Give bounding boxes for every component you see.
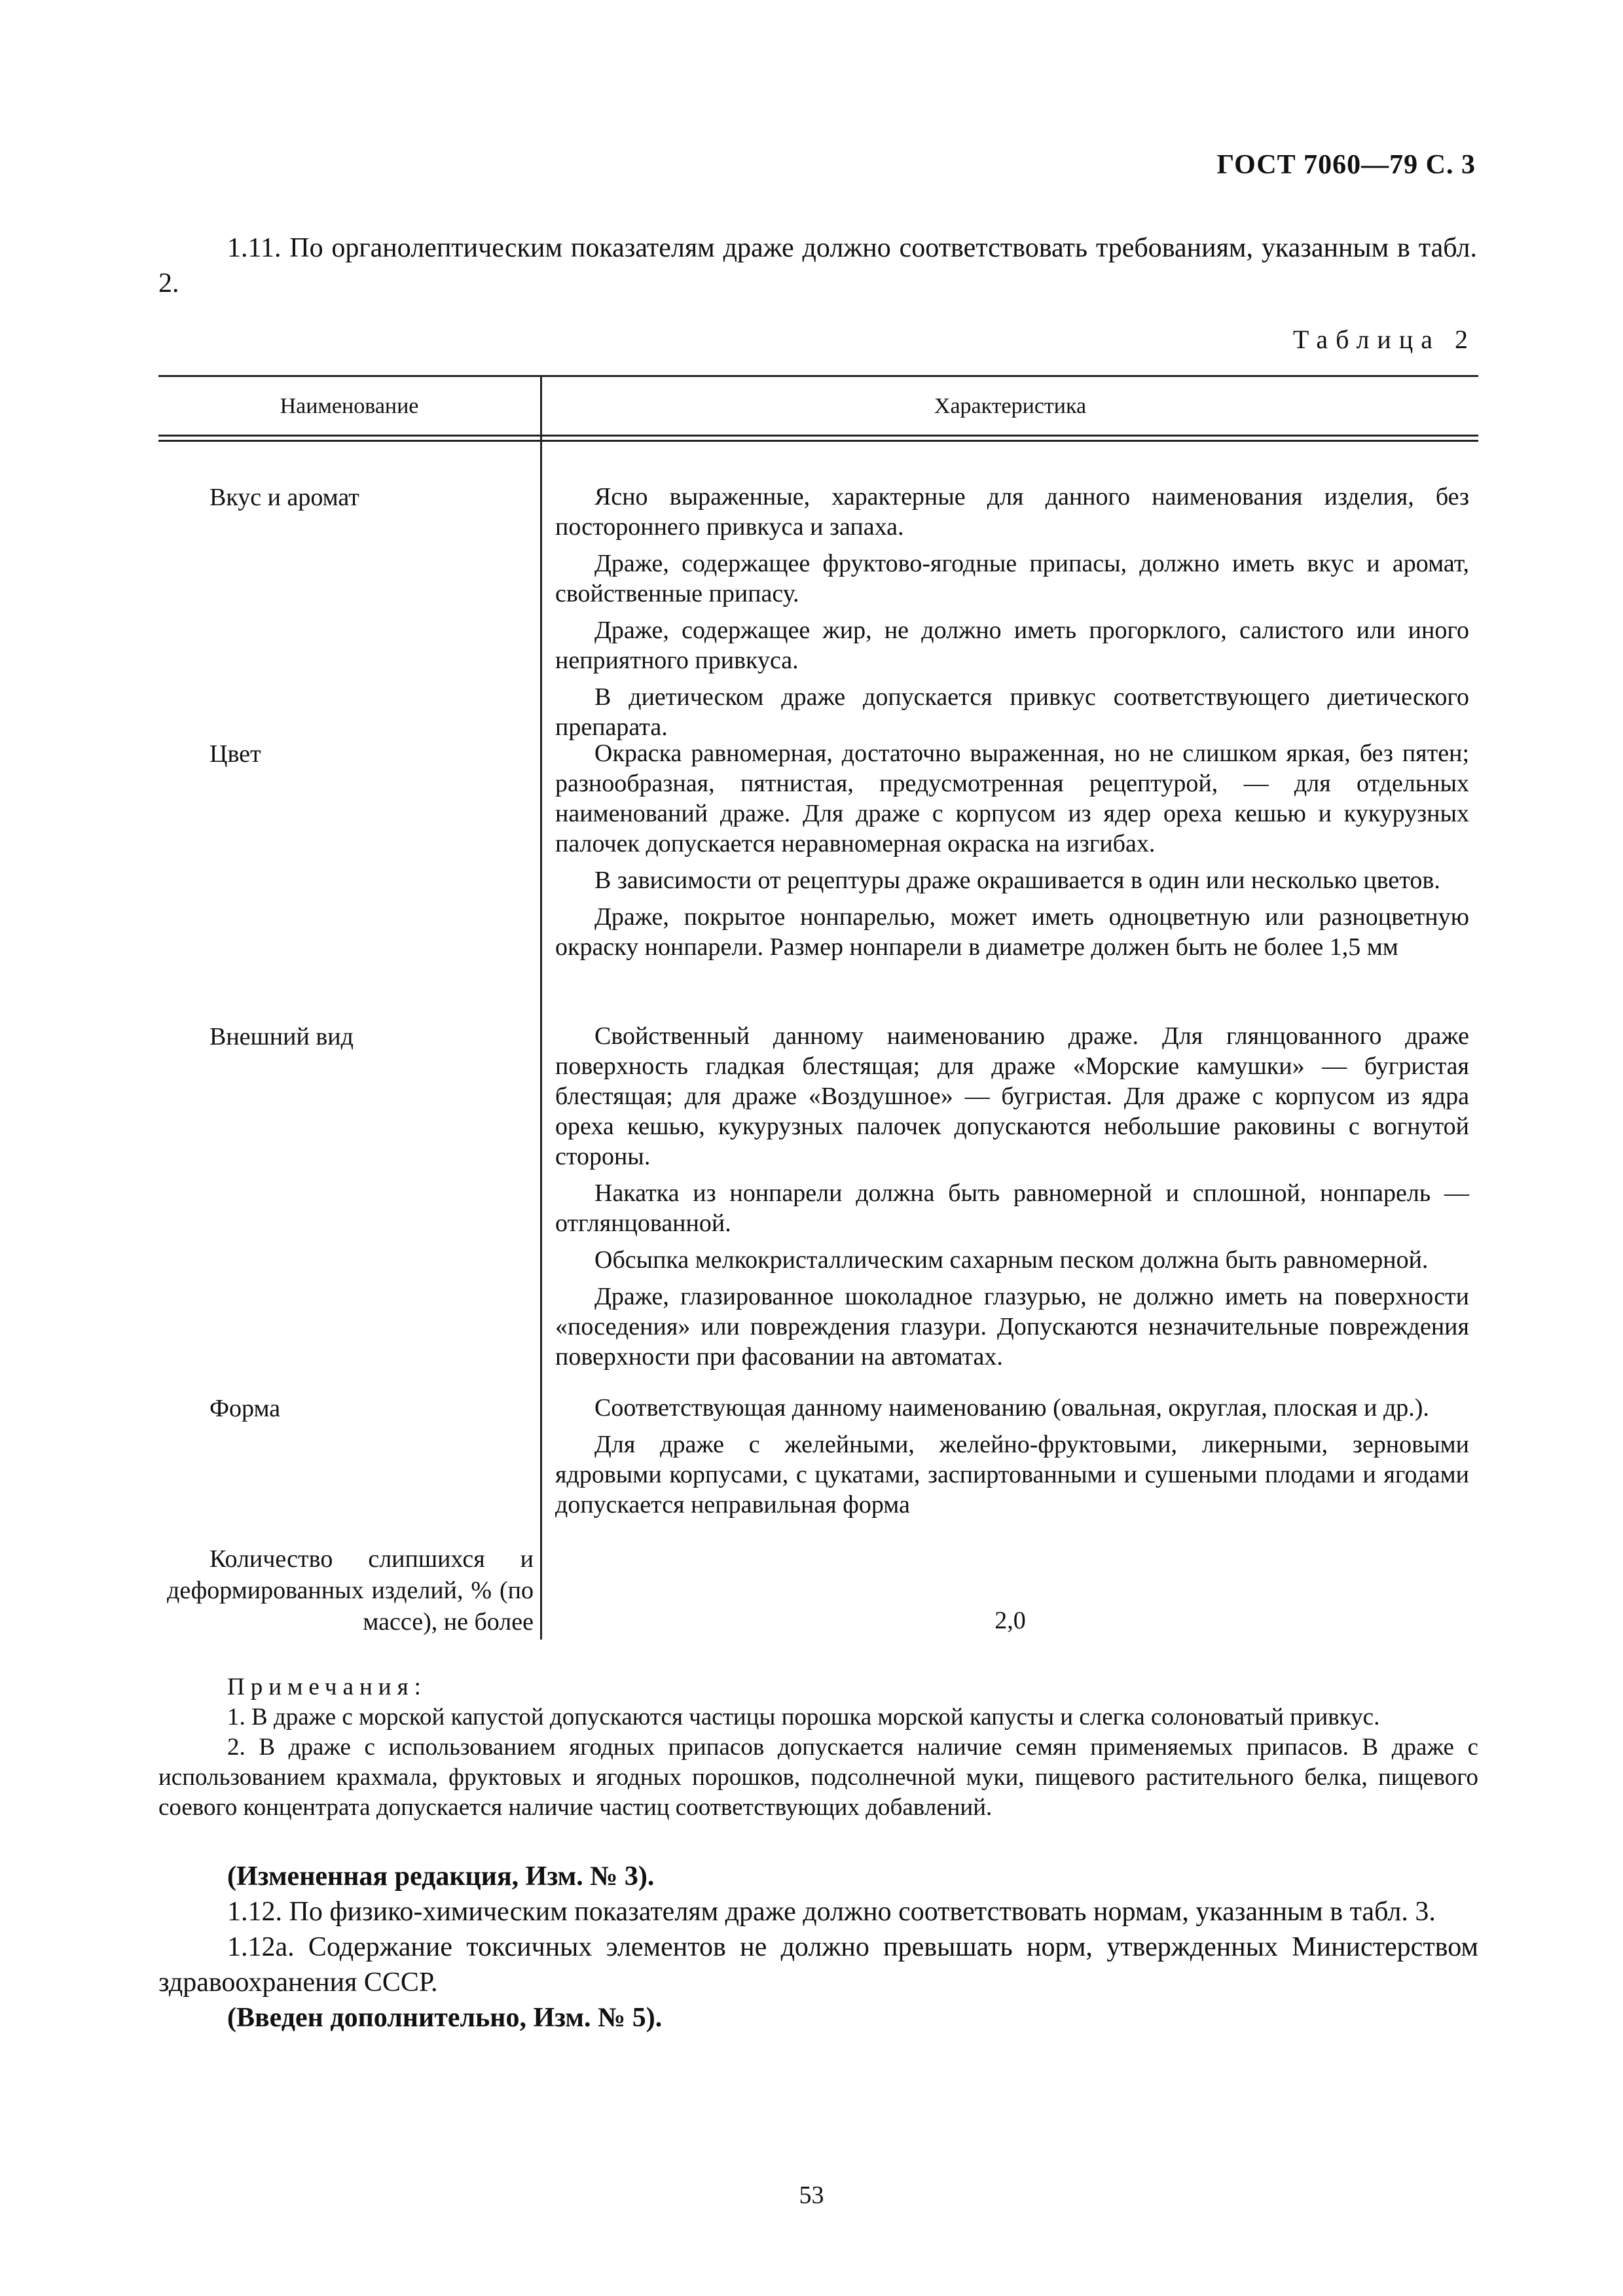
table-top-rule <box>158 375 1478 377</box>
appearance-paragraph-1: Свойственный данному наименованию драже. Для глянцованного драже поверхность гладкая блестящая; для драже «Морские камушки» — бугристая блестящая; для драже «Воздушное» — бугристая. Для драже с корпусом из ядра ореха кешью, кукурузных палочек допускаются небольшие раковины с вогнутой стороны. <box>555 1022 1469 1170</box>
color-paragraph-1: Окраска равномерная, достаточно выраженная, но не слишком яркая, без пятен; разнообразная, пятнистая, предусмотренная рецептурой, — для отдельных наименований драже. Для драже с корпусом из ядер ореха кешью и кукурузных палочек допускается неравномерная окраска на изгибах. <box>555 740 1469 857</box>
row-name-appearance: Внешний вид <box>210 1023 354 1050</box>
taste-paragraph-2: Драже, содержащее фруктово-ягодные припасы, должно иметь вкус и аромат, свойственные припасу. <box>555 550 1469 607</box>
table-column-divider <box>540 376 542 1640</box>
color-paragraph-2: В зависимости от рецептуры драже окрашивается в один или несколько цветов. <box>594 867 1440 894</box>
note-1: 1. В драже с морской капустой допускаются частицы порошка морской капусты и слегка солоноватый привкус. <box>227 1704 1380 1731</box>
table-caption: Таблица 2 <box>1292 325 1476 354</box>
row-name-shape: Форма <box>210 1395 281 1422</box>
appearance-paragraph-4: Драже, глазированное шоколадное глазурью, не должно иметь на поверхности «поседения» или повреждения глазури. Допускаются незначительные повреждения поверхности при фасовании на автоматах. <box>555 1283 1469 1371</box>
shape-paragraph-2: Для драже с желейными, желейно-фруктовыми, ликерными, зерновыми ядровыми корпусами, с цукатами, заспиртованными и сушеными плодами и ягодами допускается неправильная форма <box>555 1431 1469 1518</box>
page-number: 53 <box>799 2181 824 2209</box>
document-header: ГОСТ 7060—79 С. 3 <box>1216 150 1476 180</box>
row-name-deformed: Количество слипшихся и деформированных изделий, % (по массе), не более <box>167 1545 534 1636</box>
row-characteristic-taste <box>555 482 1469 749</box>
row-value-deformed: 2,0 <box>994 1607 1026 1634</box>
note-2: 2. В драже с использованием ягодных припасов допускается наличие семян применяемых припасов. В драже с использованием крахмала, фруктовых и ягодных порошков, подсолнечной муки, пищевого растительного белка, пищевого соевого концентрата допускается наличие частиц соответствующих добавлений. <box>158 1734 1478 1821</box>
clause-1-12: 1.12. По физико-химическим показателям драже должно соответствовать нормам, указанным в табл. 3. <box>227 1897 1436 1927</box>
row-name-color: Цвет <box>210 740 261 768</box>
row-name-taste: Вкус и аромат <box>210 484 359 511</box>
appearance-paragraph-3: Обсыпка мелкокристаллическим сахарным песком должна быть равномерной. <box>594 1246 1429 1274</box>
table-notes <box>158 1672 1478 1823</box>
taste-paragraph-3: Драже, содержащее жир, не должно иметь прогорклого, салистого или иного неприятного привкуса. <box>555 617 1469 674</box>
table-header-characteristic: Характеристика <box>934 394 1087 418</box>
appearance-paragraph-2: Накатка из нонпарели должна быть равномерной и сплошной, нонпарель — отглянцованной. <box>555 1179 1469 1237</box>
taste-paragraph-1: Ясно выраженные, характерные для данного наименования изделия, без постороннего привкуса и запаха. <box>555 483 1469 541</box>
notes-title: Примечания: <box>227 1674 427 1700</box>
amendment-3: (Измененная редакция, Изм. № 3). <box>227 1861 655 1892</box>
amendment-5: (Введен дополнительно, Изм. № 5). <box>227 2003 663 2033</box>
row-characteristic-shape <box>555 1393 1469 1526</box>
color-paragraph-3: Драже, покрытое нонпарелью, может иметь одноцветную или разноцветную окраску нонпарели. Размер нонпарели в диаметре должен быть не более 1,5 мм <box>555 903 1469 961</box>
shape-paragraph-1: Соответствующая данному наименованию (овальная, округлая, плоская и др.). <box>594 1394 1429 1422</box>
table-header-name: Наименование <box>280 394 419 418</box>
intro-paragraph: 1.11. По органолептическим показателям драже должно соответствовать требованиям, указанным в табл. 2. <box>158 233 1477 298</box>
row-characteristic-appearance <box>555 1021 1469 1378</box>
taste-paragraph-4: В диетическом драже допускается привкус соответствующего диетического препарата. <box>555 683 1469 741</box>
document-body <box>158 1859 1478 2036</box>
clause-1-12a: 1.12а. Содержание токсичных элементов не должно превышать норм, утвержденных Министерством здравоохранения СССР. <box>158 1932 1478 1998</box>
row-characteristic-color <box>555 738 1469 969</box>
table-header-rule <box>158 435 1478 442</box>
